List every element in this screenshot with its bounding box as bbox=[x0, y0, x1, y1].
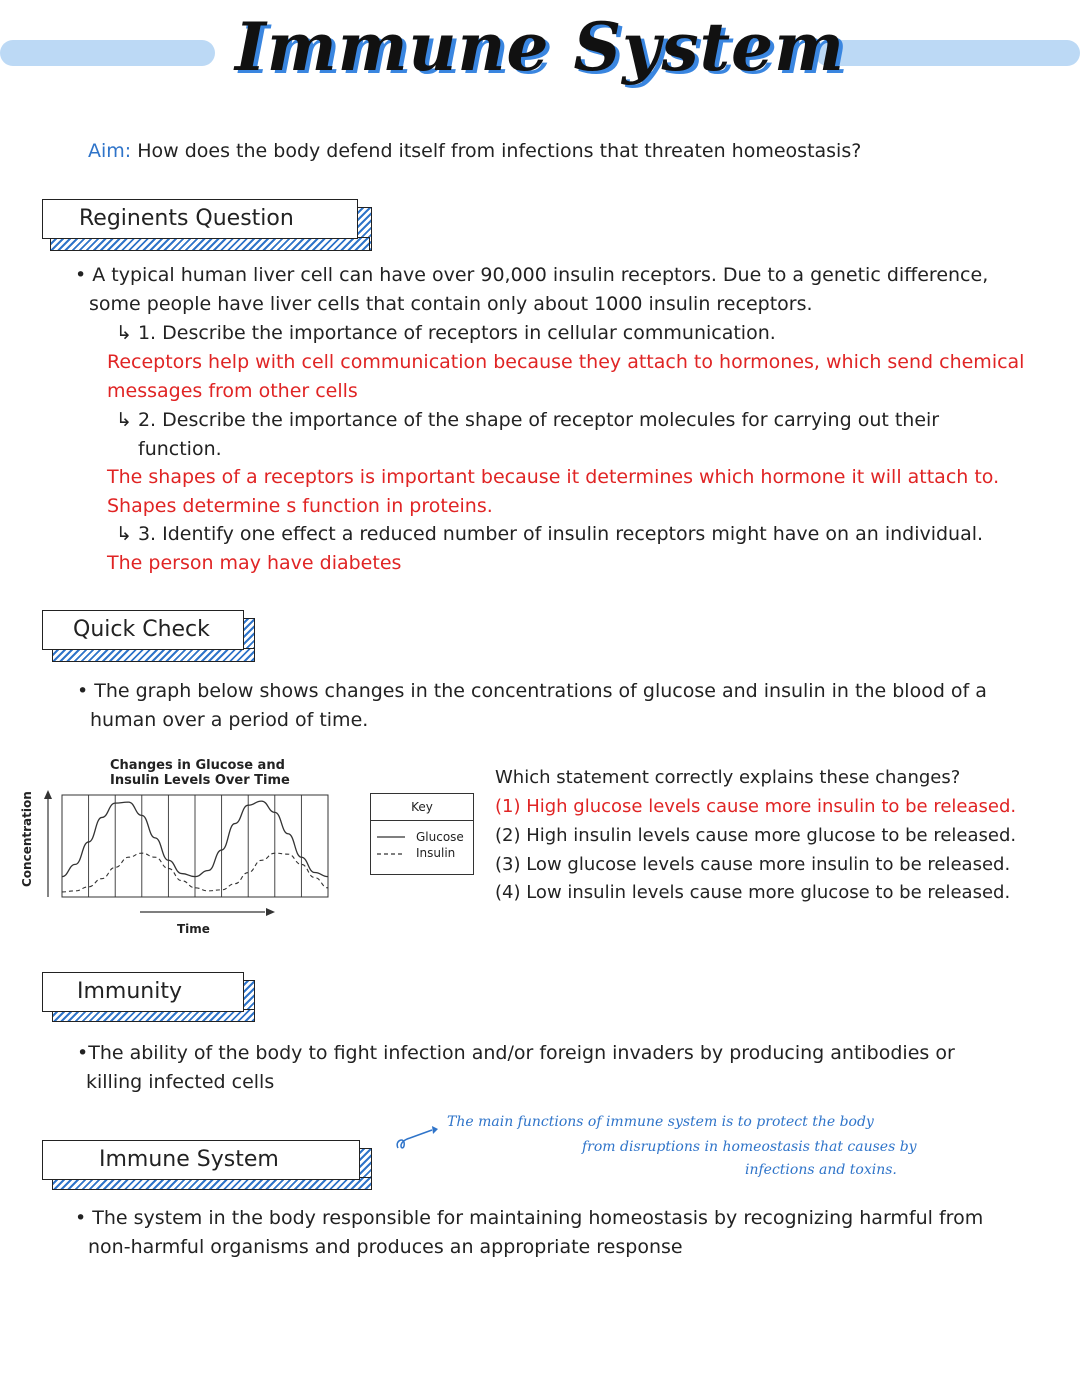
legend-divider bbox=[371, 820, 473, 821]
chart-title-2: Insulin Levels Over Time bbox=[110, 773, 290, 788]
immunity-definition-2: killing infected cells bbox=[86, 1071, 275, 1093]
x-axis-arrow bbox=[266, 908, 275, 916]
chart-grid bbox=[62, 795, 328, 897]
regents-intro-2: some people have liver cells that contain only about 1000 insulin receptors. bbox=[89, 293, 813, 315]
immune-system-heading: Immune System bbox=[42, 1140, 360, 1180]
chart-ylabel: Concentration bbox=[20, 791, 34, 887]
chart-legend bbox=[370, 793, 474, 875]
quickcheck-heading: Quick Check bbox=[42, 610, 244, 650]
regents-heading: Reginents Question bbox=[42, 199, 358, 239]
page-title: Immune System bbox=[235, 8, 845, 86]
y-axis-arrow bbox=[44, 790, 52, 799]
immune-system-note-3: infections and toxins. bbox=[745, 1162, 897, 1178]
regents-question-3: ↳ 3. Identify one effect a reduced number of insulin receptors might have on an individual. bbox=[116, 523, 984, 545]
quickcheck-option-1: (1) High glucose levels cause more insulin to be released. bbox=[495, 796, 1017, 817]
aim-text: How does the body defend itself from infections that threaten homeostasis? bbox=[137, 140, 862, 162]
aim-label: Aim: bbox=[88, 140, 132, 162]
regents-answer-3: The person may have diabetes bbox=[107, 552, 402, 574]
aim-line bbox=[88, 137, 861, 166]
quickcheck-question: Which statement correctly explains these changes? bbox=[495, 767, 961, 788]
regents-question-1: ↳ 1. Describe the importance of receptors in cellular communication. bbox=[116, 322, 776, 344]
immune-system-note-2: from disruptions in homeostasis that causes by bbox=[582, 1139, 917, 1155]
immune-system-note-1: The main functions of immune system is to protect the body bbox=[447, 1114, 874, 1130]
quickcheck-intro-1: • The graph below shows changes in the concentrations of glucose and insulin in the blood of a bbox=[77, 680, 987, 702]
immune-system-definition-1: • The system in the body responsible for maintaining homeostasis by recognizing harmful from bbox=[75, 1207, 984, 1229]
quickcheck-heading-shadow-bottom bbox=[52, 648, 255, 662]
regents-answer-1a: Receptors help with cell communication because they attach to hormones, which send chemical bbox=[107, 351, 1025, 373]
chart-xlabel: Time bbox=[177, 922, 210, 936]
legend-glucose-swatch bbox=[377, 834, 407, 840]
regents-answer-1b: messages from other cells bbox=[107, 380, 358, 402]
immunity-heading: Immunity bbox=[42, 972, 244, 1012]
quickcheck-option-3: (3) Low glucose levels cause more insulin to be released. bbox=[495, 854, 1011, 875]
quickcheck-option-2: (2) High insulin levels cause more glucose to be released. bbox=[495, 825, 1017, 846]
legend-glucose-label: Glucose bbox=[416, 830, 464, 844]
immune-system-definition-2: non-harmful organisms and produces an appropriate response bbox=[88, 1236, 683, 1258]
quickcheck-option-4: (4) Low insulin levels cause more glucose to be released. bbox=[495, 882, 1011, 903]
regents-question-2b: function. bbox=[138, 438, 222, 460]
regents-answer-2a: The shapes of a receptors is important because it determines which hormone it will attach to. bbox=[107, 466, 1000, 488]
regents-answer-2b: Shapes determine s function in proteins. bbox=[107, 495, 493, 517]
legend-title: Key bbox=[411, 800, 433, 814]
chart-title-1: Changes in Glucose and bbox=[110, 758, 285, 773]
immunity-definition-1: •The ability of the body to fight infection and/or foreign invaders by producing antibodies or bbox=[77, 1042, 955, 1064]
quickcheck-intro-2: human over a period of time. bbox=[90, 709, 369, 731]
regents-intro-1: • A typical human liver cell can have over 90,000 insulin receptors. Due to a genetic difference, bbox=[75, 264, 989, 286]
regents-heading-shadow-bottom bbox=[50, 237, 370, 251]
legend-insulin-label: Insulin bbox=[416, 846, 456, 860]
arrow-icon bbox=[392, 1122, 442, 1154]
legend-insulin-swatch bbox=[377, 851, 407, 857]
chart-plot bbox=[40, 785, 340, 925]
regents-question-2a: ↳ 2. Describe the importance of the shape of receptor molecules for carrying out their bbox=[116, 409, 940, 431]
